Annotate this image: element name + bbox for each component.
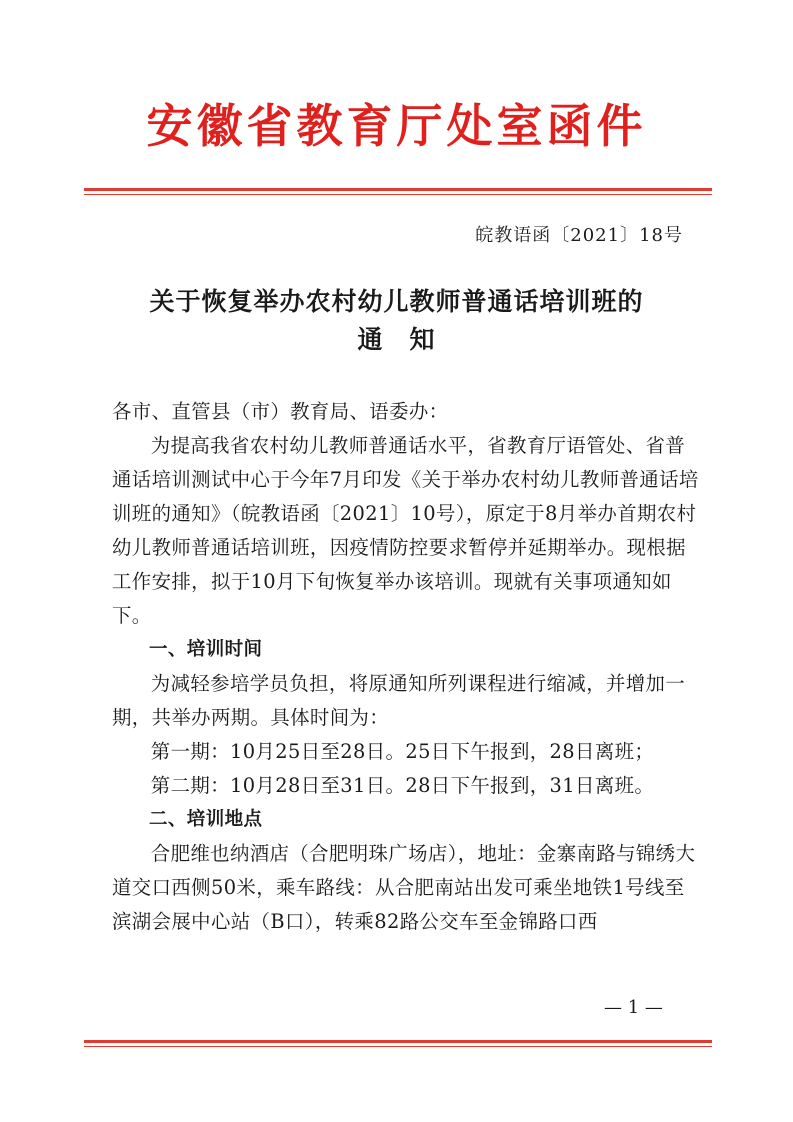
section-heading-location: 二、培训地点 bbox=[149, 809, 263, 830]
footer-red-rule bbox=[84, 1040, 712, 1047]
document-title-line-2: 通 知 bbox=[357, 325, 436, 354]
document-title-line-1: 关于恢复举办农村幼儿教师普通话培训班的 bbox=[149, 287, 644, 316]
intro-paragraph: 为提高我省农村幼儿教师普通话水平，省教育厅语管处、省普通话培训测试中心于今年7月印发《关于举办农村幼儿教师普通话培训班的通知》（皖教语函〔2021〕10号），原定于8月举办首期农村幼儿教师普通话培训班，因疫情防控要求暂停并延期举办。现根据工作安排，拟于10月下旬恢复举办该培训。现就有关事项通知如下。 bbox=[112, 434, 699, 627]
time-paragraph: 为减轻参培学员负担，将原通知所列课程进行缩减，并增加一期，共举办两期。具体时间为： bbox=[112, 672, 686, 729]
document-body bbox=[112, 395, 702, 939]
header-rule-thick bbox=[84, 188, 712, 191]
document-number: 皖教语函〔2021〕18号 bbox=[475, 225, 683, 246]
time-session-2: 第二期：10月28日至31日。28日下午报到，31日离班。 bbox=[150, 774, 655, 797]
time-session-1: 第一期：10月25日至28日。25日下午报到，28日离班； bbox=[150, 740, 655, 763]
footer-rule-thin bbox=[84, 1046, 712, 1047]
header-rule-thin bbox=[84, 194, 712, 195]
header-red-rule bbox=[84, 188, 712, 195]
location-paragraph: 合肥维也纳酒店（合肥明珠广场店），地址：金寨南路与锦绣大道交口西侧50米，乘车路线：从合肥南站出发可乘坐地铁1号线至滨湖会展中心站（B口），转乘82路公交车至金锦路口西 bbox=[112, 842, 696, 933]
salutation: 各市、直管县（市）教育局、语委办： bbox=[112, 400, 449, 423]
section-heading-time: 一、培训时间 bbox=[149, 639, 263, 660]
letterhead-title: 安徽省教育厅处室函件 bbox=[146, 99, 647, 153]
footer-rule-thick bbox=[84, 1040, 712, 1043]
page-number: — 1 — bbox=[604, 997, 663, 1018]
